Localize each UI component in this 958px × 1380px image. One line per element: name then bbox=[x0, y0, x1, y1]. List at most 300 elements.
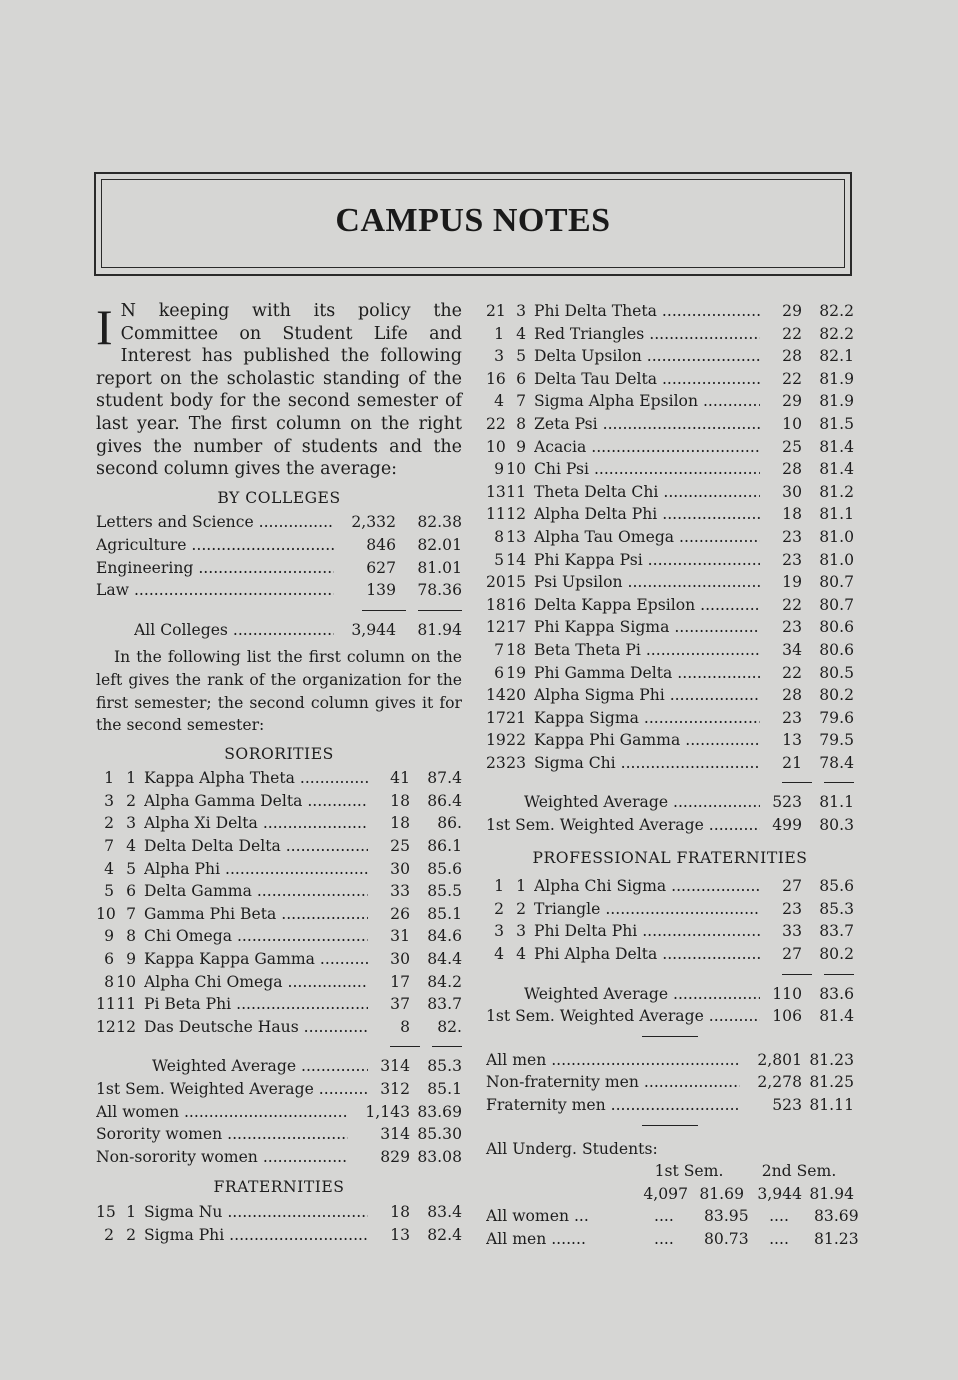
row-average: 81.4 bbox=[819, 437, 854, 456]
row-name: Kappa Kappa Gamma ..... bbox=[144, 948, 368, 971]
row-average: 81.4 bbox=[819, 1007, 854, 1026]
table-row bbox=[486, 458, 854, 481]
row-average: 84.2 bbox=[427, 972, 462, 991]
row-name: Delta Gamma ..... bbox=[144, 880, 368, 903]
sem1-count: 4,097 bbox=[643, 1184, 688, 1203]
table-row bbox=[96, 993, 462, 1016]
rank-second-semester: 23 bbox=[506, 753, 526, 772]
rank-second-semester: 19 bbox=[506, 663, 526, 682]
rank-first-semester: 21 bbox=[486, 302, 506, 320]
rank-second-semester: 18 bbox=[506, 640, 526, 659]
row-count: 41 bbox=[390, 769, 410, 788]
professional-weighted-row bbox=[486, 983, 854, 1006]
row-name: Triangle ..... bbox=[534, 898, 760, 921]
rank-first-semester: 4 bbox=[494, 945, 504, 964]
row-name: Sigma Chi ..... bbox=[534, 752, 760, 775]
colleges-total-rule bbox=[96, 605, 462, 615]
undergrad-heading: All Underg. Students: bbox=[486, 1139, 658, 1158]
row-count: 18 bbox=[390, 791, 410, 810]
table-row bbox=[486, 662, 854, 685]
row-average: 85.6 bbox=[427, 859, 462, 878]
row-count: 829 bbox=[380, 1147, 410, 1166]
rank-second-semester: 7 bbox=[126, 904, 136, 923]
row-name: Pi Beta Phi ..... bbox=[144, 993, 368, 1016]
row-name: Alpha Xi Delta ..... bbox=[144, 812, 368, 835]
row-average: 82.2 bbox=[819, 302, 854, 320]
table-row bbox=[96, 948, 462, 971]
table-row bbox=[486, 526, 854, 549]
row-average: 80.6 bbox=[819, 640, 854, 659]
row-name: Red Triangles ..... bbox=[534, 323, 760, 346]
sem2-average: 81.94 bbox=[809, 1184, 854, 1203]
row-average: 86.1 bbox=[427, 837, 462, 856]
row-average: 81.0 bbox=[819, 550, 854, 569]
sororities-table bbox=[96, 767, 462, 1038]
rank-second-semester: 3 bbox=[516, 302, 526, 320]
rank-first-semester: 10 bbox=[96, 904, 116, 923]
fraternity-men-row bbox=[486, 1094, 854, 1117]
row-count: 2,278 bbox=[757, 1073, 802, 1092]
row-average: 82.38 bbox=[417, 513, 462, 532]
intro-paragraph bbox=[96, 300, 462, 481]
row-count: 22 bbox=[782, 369, 802, 388]
row-average: 80.2 bbox=[819, 686, 854, 705]
row-count: 13 bbox=[390, 1225, 410, 1244]
table-row bbox=[96, 903, 462, 926]
row-name: 1st Sem. Weighted Average ..... bbox=[96, 1078, 368, 1101]
row-name: Phi Alpha Delta ..... bbox=[534, 943, 760, 966]
row-average: 81.23 bbox=[809, 1050, 854, 1069]
colleges-total-row bbox=[96, 619, 462, 642]
rank-second-semester: 1 bbox=[126, 1202, 136, 1221]
table-row bbox=[96, 971, 462, 994]
sororities-total-rule bbox=[96, 1041, 462, 1051]
sororities-heading: SORORITIES bbox=[224, 744, 334, 763]
undergrad-totals-row bbox=[486, 1183, 854, 1206]
row-count: 110 bbox=[772, 984, 802, 1003]
rank-first-semester: 8 bbox=[494, 527, 504, 546]
fraternities-table-right bbox=[486, 300, 854, 774]
rank-first-semester: 16 bbox=[486, 369, 506, 388]
row-count: 29 bbox=[782, 302, 802, 320]
rank-first-semester: 7 bbox=[104, 837, 114, 856]
rank-second-semester: 11 bbox=[116, 995, 136, 1014]
non-sorority-women-row bbox=[96, 1146, 462, 1169]
row-count: 139 bbox=[366, 581, 396, 600]
row-name: Phi Kappa Psi ..... bbox=[534, 549, 760, 572]
rank-second-semester: 4 bbox=[516, 324, 526, 343]
rank-first-semester: 11 bbox=[486, 505, 506, 524]
row-count: 13 bbox=[782, 731, 802, 750]
rank-first-semester: 2 bbox=[104, 814, 114, 833]
row-count: 23 bbox=[782, 550, 802, 569]
rank-first-semester: 4 bbox=[494, 392, 504, 411]
row-name: Weighted Average ..... bbox=[486, 983, 760, 1006]
row-count: 22 bbox=[782, 663, 802, 682]
row-name: All Colleges ..... bbox=[134, 619, 334, 642]
rank-first-semester: 3 bbox=[494, 922, 504, 941]
row-average: 83.4 bbox=[427, 1202, 462, 1221]
rank-first-semester: 14 bbox=[486, 686, 506, 705]
rank-second-semester: 4 bbox=[516, 945, 526, 964]
table-row bbox=[96, 880, 462, 903]
row-count: 8 bbox=[400, 1017, 410, 1036]
row-name: Kappa Phi Gamma ..... bbox=[534, 729, 760, 752]
sororities-first-sem-row bbox=[96, 1078, 462, 1101]
row-count: 1,143 bbox=[365, 1102, 410, 1121]
row-count: 27 bbox=[782, 945, 802, 964]
rank-second-semester: 3 bbox=[516, 922, 526, 941]
row-count: 2,801 bbox=[757, 1050, 802, 1069]
row-name: Delta Tau Delta ..... bbox=[534, 368, 760, 391]
row-average: 85.6 bbox=[819, 877, 854, 896]
row-average: 81.1 bbox=[819, 505, 854, 524]
rank-first-semester: 9 bbox=[104, 927, 114, 946]
rank-second-semester: 1 bbox=[126, 769, 136, 788]
row-average: 81.9 bbox=[819, 392, 854, 411]
rank-second-semester: 21 bbox=[506, 708, 526, 727]
rank-first-semester: 5 bbox=[104, 882, 114, 901]
row-count: 21 bbox=[782, 753, 802, 772]
row-average: 82.2 bbox=[819, 324, 854, 343]
page-title: CAMPUS NOTES bbox=[335, 201, 611, 239]
table-row bbox=[96, 835, 462, 858]
rank-first-semester: 1 bbox=[494, 877, 504, 896]
professional-first-sem-row bbox=[486, 1005, 854, 1028]
row-name: Weighted Average ..... bbox=[96, 1055, 368, 1078]
table-row bbox=[486, 616, 854, 639]
professional-heading: PROFESSIONAL FRATERNITIES bbox=[532, 848, 808, 867]
row-name: Kappa Alpha Theta ..... bbox=[144, 767, 368, 790]
rank-first-semester: 1 bbox=[494, 324, 504, 343]
row-average: 81.01 bbox=[417, 558, 462, 577]
row-average: 81.11 bbox=[809, 1096, 854, 1114]
all-men-row bbox=[486, 1049, 854, 1072]
sorority-women-row bbox=[96, 1123, 462, 1146]
rank-second-semester: 11 bbox=[506, 482, 526, 501]
rank-first-semester: 19 bbox=[486, 731, 506, 750]
row-average: 81.9 bbox=[819, 369, 854, 388]
row-name: Zeta Psi ..... bbox=[534, 413, 760, 436]
rank-first-semester: 7 bbox=[494, 640, 504, 659]
table-row bbox=[96, 579, 462, 602]
row-average: 87.4 bbox=[427, 769, 462, 788]
row-name: Alpha Tau Omega ..... bbox=[534, 526, 760, 549]
row-count: 26 bbox=[390, 904, 410, 923]
rank-second-semester: 9 bbox=[126, 950, 136, 969]
drop-cap: I bbox=[96, 299, 113, 355]
sem1-average: 80.73 bbox=[704, 1229, 749, 1248]
row-name: Alpha Gamma Delta ..... bbox=[144, 790, 368, 813]
row-count: 314 bbox=[380, 1125, 410, 1144]
row-name: Sigma Alpha Epsilon ..... bbox=[534, 390, 760, 413]
rank-second-semester: 5 bbox=[126, 859, 136, 878]
row-name: Theta Delta Chi ..... bbox=[534, 481, 760, 504]
row-name: Engineering ..... bbox=[96, 557, 334, 580]
row-average: 85.3 bbox=[427, 1057, 462, 1076]
row-average: 81.4 bbox=[819, 460, 854, 479]
row-average: 80.3 bbox=[819, 816, 854, 835]
table-row bbox=[486, 594, 854, 617]
title-frame-inner bbox=[101, 179, 845, 268]
row-count: 19 bbox=[782, 573, 802, 592]
fraternities-weighted-row bbox=[486, 791, 854, 814]
row-name: Alpha Sigma Phi ..... bbox=[534, 684, 760, 707]
row-count: 28 bbox=[782, 686, 802, 705]
row-name: Phi Kappa Sigma ..... bbox=[534, 616, 760, 639]
row-name: Alpha Chi Sigma ..... bbox=[534, 875, 760, 898]
table-row bbox=[96, 1224, 462, 1247]
row-count: 33 bbox=[390, 882, 410, 901]
rank-first-semester: 20 bbox=[486, 573, 506, 592]
table-row bbox=[486, 898, 854, 921]
row-average: 85.1 bbox=[427, 904, 462, 923]
intro-text: N keeping with its policy the Committee on Student Life and Interest has published the following report on the scholastic standing of the student body for the second semester of last year. The first column on the right gives the number of students and the second column gives the average: bbox=[96, 301, 462, 480]
rank-second-semester: 10 bbox=[506, 460, 526, 479]
table-row bbox=[96, 925, 462, 948]
row-count: 25 bbox=[390, 837, 410, 856]
rank-first-semester: 3 bbox=[104, 791, 114, 810]
row-name-text: All women bbox=[486, 1207, 569, 1226]
row-count: 23 bbox=[782, 708, 802, 727]
row-count: 3,944 bbox=[351, 620, 396, 639]
row-name: All women ... bbox=[486, 1207, 589, 1226]
rank-second-semester: 14 bbox=[506, 550, 526, 569]
row-average: 81.0 bbox=[819, 527, 854, 546]
rank-first-semester: 6 bbox=[494, 663, 504, 682]
table-row bbox=[96, 767, 462, 790]
rank-second-semester: 12 bbox=[506, 505, 526, 524]
rank-second-semester: 3 bbox=[126, 814, 136, 833]
rank-first-semester: 22 bbox=[486, 414, 506, 433]
undergrad-semester-header bbox=[486, 1160, 854, 1183]
colleges-heading: BY COLLEGES bbox=[217, 488, 341, 507]
sem1-dots: .... bbox=[654, 1207, 674, 1226]
rank-second-semester: 17 bbox=[506, 618, 526, 637]
right-column bbox=[486, 300, 859, 1251]
row-name: 1st Sem. Weighted Average ..... bbox=[486, 1005, 760, 1028]
row-count: 30 bbox=[390, 859, 410, 878]
row-count: 25 bbox=[782, 437, 802, 456]
rank-first-semester: 9 bbox=[494, 460, 504, 479]
rank-first-semester: 17 bbox=[486, 708, 506, 727]
row-name: Sigma Nu ..... bbox=[144, 1201, 368, 1224]
row-name: Letters and Science ..... bbox=[96, 511, 334, 534]
table-row bbox=[486, 729, 854, 752]
rank-first-semester: 11 bbox=[96, 995, 116, 1014]
row-count: 31 bbox=[390, 927, 410, 946]
rank-second-semester: 6 bbox=[126, 882, 136, 901]
rank-second-semester: 15 bbox=[506, 573, 526, 592]
row-name: Phi Delta Phi ..... bbox=[534, 920, 760, 943]
row-average: 81.2 bbox=[819, 482, 854, 501]
table-row bbox=[486, 368, 854, 391]
rank-first-semester: 5 bbox=[494, 550, 504, 569]
row-average: 86.4 bbox=[427, 791, 462, 810]
row-count: 23 bbox=[782, 618, 802, 637]
row-average: 82. bbox=[437, 1017, 462, 1036]
row-average: 83.6 bbox=[819, 984, 854, 1003]
row-count: 28 bbox=[782, 460, 802, 479]
rank-first-semester: 1 bbox=[104, 769, 114, 788]
row-average: 80.5 bbox=[819, 663, 854, 682]
row-name: All men ..... bbox=[486, 1049, 740, 1072]
rank-first-semester: 6 bbox=[104, 950, 114, 969]
row-name: Alpha Delta Phi ..... bbox=[534, 503, 760, 526]
row-count: 2,332 bbox=[351, 513, 396, 532]
row-name: Phi Gamma Delta ..... bbox=[534, 662, 760, 685]
row-average: 85.1 bbox=[427, 1080, 462, 1098]
all-women-row bbox=[96, 1101, 462, 1124]
row-name: Chi Psi ..... bbox=[534, 458, 760, 481]
rank-first-semester: 8 bbox=[104, 972, 114, 991]
row-count: 23 bbox=[782, 899, 802, 918]
undergrad-women-row bbox=[486, 1205, 859, 1228]
rank-second-semester: 2 bbox=[126, 791, 136, 810]
row-average: 85.5 bbox=[427, 882, 462, 901]
row-average: 81.25 bbox=[809, 1073, 854, 1092]
sem2-label: 2nd Sem. bbox=[761, 1162, 837, 1181]
table-row bbox=[486, 639, 854, 662]
row-name-text: All men bbox=[486, 1229, 547, 1248]
row-name: Delta Delta Delta ..... bbox=[144, 835, 368, 858]
table-row bbox=[486, 920, 854, 943]
row-count: 30 bbox=[390, 950, 410, 969]
row-name: Phi Delta Theta ..... bbox=[534, 300, 760, 323]
row-count: 18 bbox=[390, 1202, 410, 1221]
table-row bbox=[486, 481, 854, 504]
table-row bbox=[486, 436, 854, 459]
table-row bbox=[96, 1016, 462, 1039]
undergrad-men-row bbox=[486, 1228, 859, 1251]
row-name: Alpha Phi ..... bbox=[144, 858, 368, 881]
table-row bbox=[486, 549, 854, 572]
sem2-average: 83.69 bbox=[814, 1207, 859, 1226]
table-row bbox=[486, 503, 854, 526]
row-count: 23 bbox=[782, 527, 802, 546]
row-average: 78.4 bbox=[819, 753, 854, 772]
table-row bbox=[486, 684, 854, 707]
undergrad-section-rule bbox=[642, 1125, 698, 1126]
row-count: 27 bbox=[782, 877, 802, 896]
row-average: 82.1 bbox=[819, 347, 854, 366]
men-section-rule bbox=[642, 1036, 698, 1037]
row-count: 627 bbox=[366, 558, 396, 577]
sororities-weighted-row bbox=[96, 1055, 462, 1078]
left-column bbox=[96, 300, 462, 1246]
row-count: 22 bbox=[782, 324, 802, 343]
row-average: 84.4 bbox=[427, 950, 462, 969]
row-average: 81.94 bbox=[417, 620, 462, 639]
row-count: 312 bbox=[380, 1080, 410, 1098]
row-average: 82.4 bbox=[427, 1225, 462, 1244]
row-name: Agriculture ..... bbox=[96, 534, 334, 557]
professional-total-rule bbox=[486, 969, 854, 979]
row-name: Kappa Sigma ..... bbox=[534, 707, 760, 730]
list-intro-paragraph: In the following list the first column on the left gives the rank of the organization for the first semester; the second column gives it for the second semester: bbox=[96, 648, 462, 735]
row-average: 83.69 bbox=[417, 1102, 462, 1121]
fraternities-total-rule bbox=[486, 777, 854, 787]
rank-first-semester: 3 bbox=[494, 347, 504, 366]
non-fraternity-men-row bbox=[486, 1071, 854, 1094]
row-name: Sigma Phi ..... bbox=[144, 1224, 368, 1247]
title-frame bbox=[94, 172, 852, 276]
row-count: 523 bbox=[772, 1096, 802, 1114]
table-row bbox=[96, 1201, 462, 1224]
rank-second-semester: 12 bbox=[116, 1017, 136, 1036]
rank-second-semester: 1 bbox=[516, 877, 526, 896]
row-count: 17 bbox=[390, 972, 410, 991]
fraternities-table-left bbox=[96, 1201, 462, 1246]
rank-first-semester: 23 bbox=[486, 753, 506, 772]
row-name: All women ..... bbox=[96, 1101, 348, 1124]
row-average: 83.7 bbox=[427, 995, 462, 1014]
rank-first-semester: 2 bbox=[494, 899, 504, 918]
sem1-average: 81.69 bbox=[699, 1184, 744, 1203]
row-name: Acacia ..... bbox=[534, 436, 760, 459]
row-name: 1st Sem. Weighted Average ..... bbox=[486, 814, 760, 837]
row-name: Gamma Phi Beta ..... bbox=[144, 903, 368, 926]
table-row bbox=[96, 534, 462, 557]
row-name: Fraternity men ..... bbox=[486, 1094, 740, 1117]
row-name: Beta Theta Pi ..... bbox=[534, 639, 760, 662]
rank-second-semester: 16 bbox=[506, 595, 526, 614]
table-row bbox=[486, 300, 854, 323]
rank-first-semester: 18 bbox=[486, 595, 506, 614]
table-row bbox=[486, 345, 854, 368]
row-average: 81.1 bbox=[819, 793, 854, 812]
row-name: Das Deutsche Haus ..... bbox=[144, 1016, 368, 1039]
rank-second-semester: 10 bbox=[116, 972, 136, 991]
row-count: 34 bbox=[782, 640, 802, 659]
rank-second-semester: 9 bbox=[516, 437, 526, 456]
sem2-dots: .... bbox=[769, 1207, 789, 1226]
rank-first-semester: 10 bbox=[486, 437, 506, 456]
rank-second-semester: 22 bbox=[506, 731, 526, 750]
sem2-count: 3,944 bbox=[757, 1184, 802, 1203]
table-row bbox=[486, 571, 854, 594]
table-row bbox=[96, 557, 462, 580]
row-average: 83.7 bbox=[819, 922, 854, 941]
rank-second-semester: 4 bbox=[126, 837, 136, 856]
colleges-table bbox=[96, 511, 462, 601]
row-average: 79.6 bbox=[819, 708, 854, 727]
row-average: 80.7 bbox=[819, 573, 854, 592]
row-average: 82.01 bbox=[417, 535, 462, 554]
table-row bbox=[486, 875, 854, 898]
rank-first-semester: 12 bbox=[96, 1017, 116, 1036]
table-row bbox=[486, 943, 854, 966]
rank-first-semester: 4 bbox=[104, 859, 114, 878]
row-average: 80.6 bbox=[819, 618, 854, 637]
rank-first-semester: 12 bbox=[486, 618, 506, 637]
sem2-dots: .... bbox=[769, 1229, 789, 1248]
rank-first-semester: 15 bbox=[96, 1202, 116, 1221]
rank-second-semester: 2 bbox=[516, 899, 526, 918]
row-name: Sorority women ..... bbox=[96, 1123, 348, 1146]
row-name: Weighted Average ..... bbox=[486, 791, 760, 814]
rank-first-semester: 13 bbox=[486, 482, 506, 501]
row-count: 33 bbox=[782, 922, 802, 941]
row-average: 83.08 bbox=[417, 1147, 462, 1166]
rank-second-semester: 2 bbox=[126, 1225, 136, 1244]
table-row bbox=[96, 812, 462, 835]
sem1-label: 1st Sem. bbox=[654, 1162, 724, 1181]
row-count: 10 bbox=[782, 414, 802, 433]
row-average: 85.3 bbox=[819, 899, 854, 918]
row-count: 846 bbox=[366, 535, 396, 554]
row-average: 78.36 bbox=[417, 581, 462, 600]
